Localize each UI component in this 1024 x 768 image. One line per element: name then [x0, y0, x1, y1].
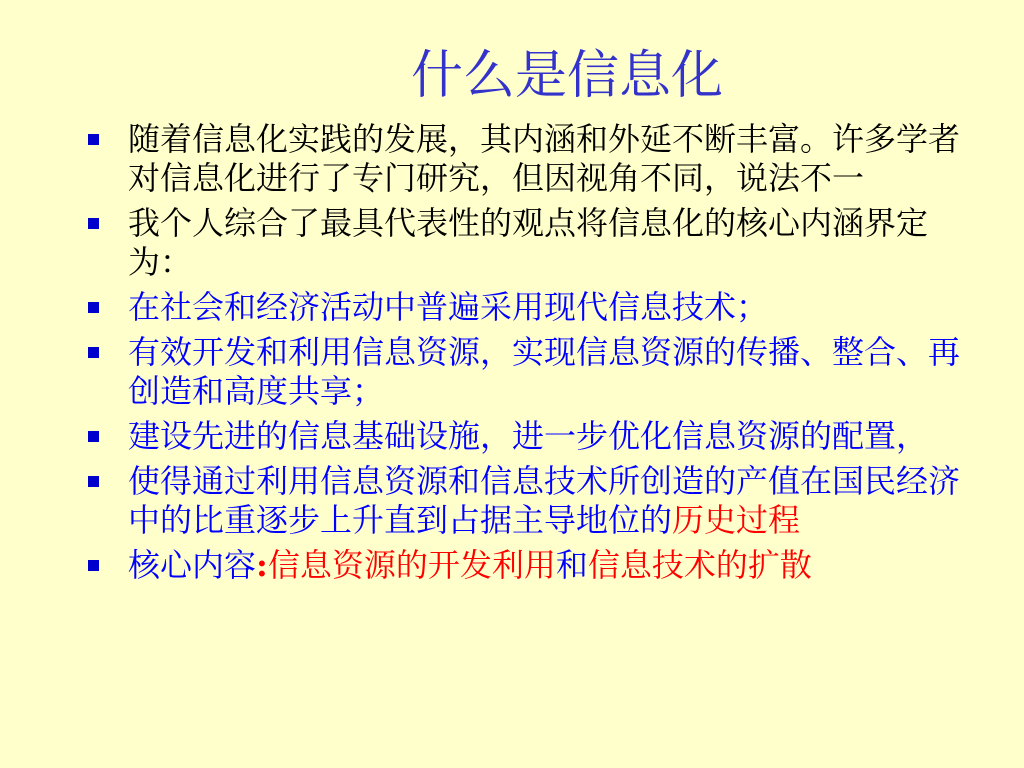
square-bullet-icon — [88, 476, 99, 487]
bullet-item-6 — [88, 462, 980, 540]
core-content-part-2: 信息技术的扩散 — [587, 546, 812, 584]
bullet-item-4 — [88, 333, 980, 411]
square-bullet-icon — [88, 431, 99, 442]
square-bullet-icon — [88, 134, 99, 145]
bullet-text: 随着信息化实践的发展，其内涵和外延不断丰富。许多学者对信息化进行了专门研究，但因视角不同，说法不一 — [128, 120, 961, 197]
bullet-text: 在社会和经济活动中普遍采用现代信息技术； — [128, 288, 769, 326]
slide-title: 什么是信息化 — [410, 46, 723, 106]
bullet-text: 建设先进的信息基础设施，进一步优化信息资源的配置， — [128, 417, 929, 455]
core-content-separator: : — [256, 546, 268, 584]
bullet-item-5 — [88, 417, 980, 456]
bullet-item-2 — [88, 204, 980, 282]
square-bullet-icon — [88, 560, 99, 571]
core-content-part-1: 信息资源的开发利用 — [267, 546, 556, 584]
bullet-item-3 — [88, 288, 980, 327]
bullet-highlight-text: 历史过程 — [672, 501, 801, 539]
bullet-text: 使得通过利用信息资源和信息技术所创造的产值在国民经济中的比重逐步上升直到占据主导地位的 — [128, 462, 961, 539]
core-content-label: 核心内容 — [128, 546, 257, 584]
bullet-item-7 — [88, 546, 980, 585]
square-bullet-icon — [88, 347, 99, 358]
square-bullet-icon — [88, 302, 99, 313]
core-content-connector: 和 — [555, 546, 588, 584]
bullet-text: 有效开发和利用信息资源，实现信息资源的传播、整合、再创造和高度共享； — [128, 333, 961, 410]
bullet-list — [88, 120, 1024, 591]
bullet-text: 我个人综合了最具代表性的观点将信息化的核心内涵界定为： — [128, 204, 929, 281]
bullet-item-1 — [88, 120, 980, 198]
square-bullet-icon — [88, 218, 99, 229]
